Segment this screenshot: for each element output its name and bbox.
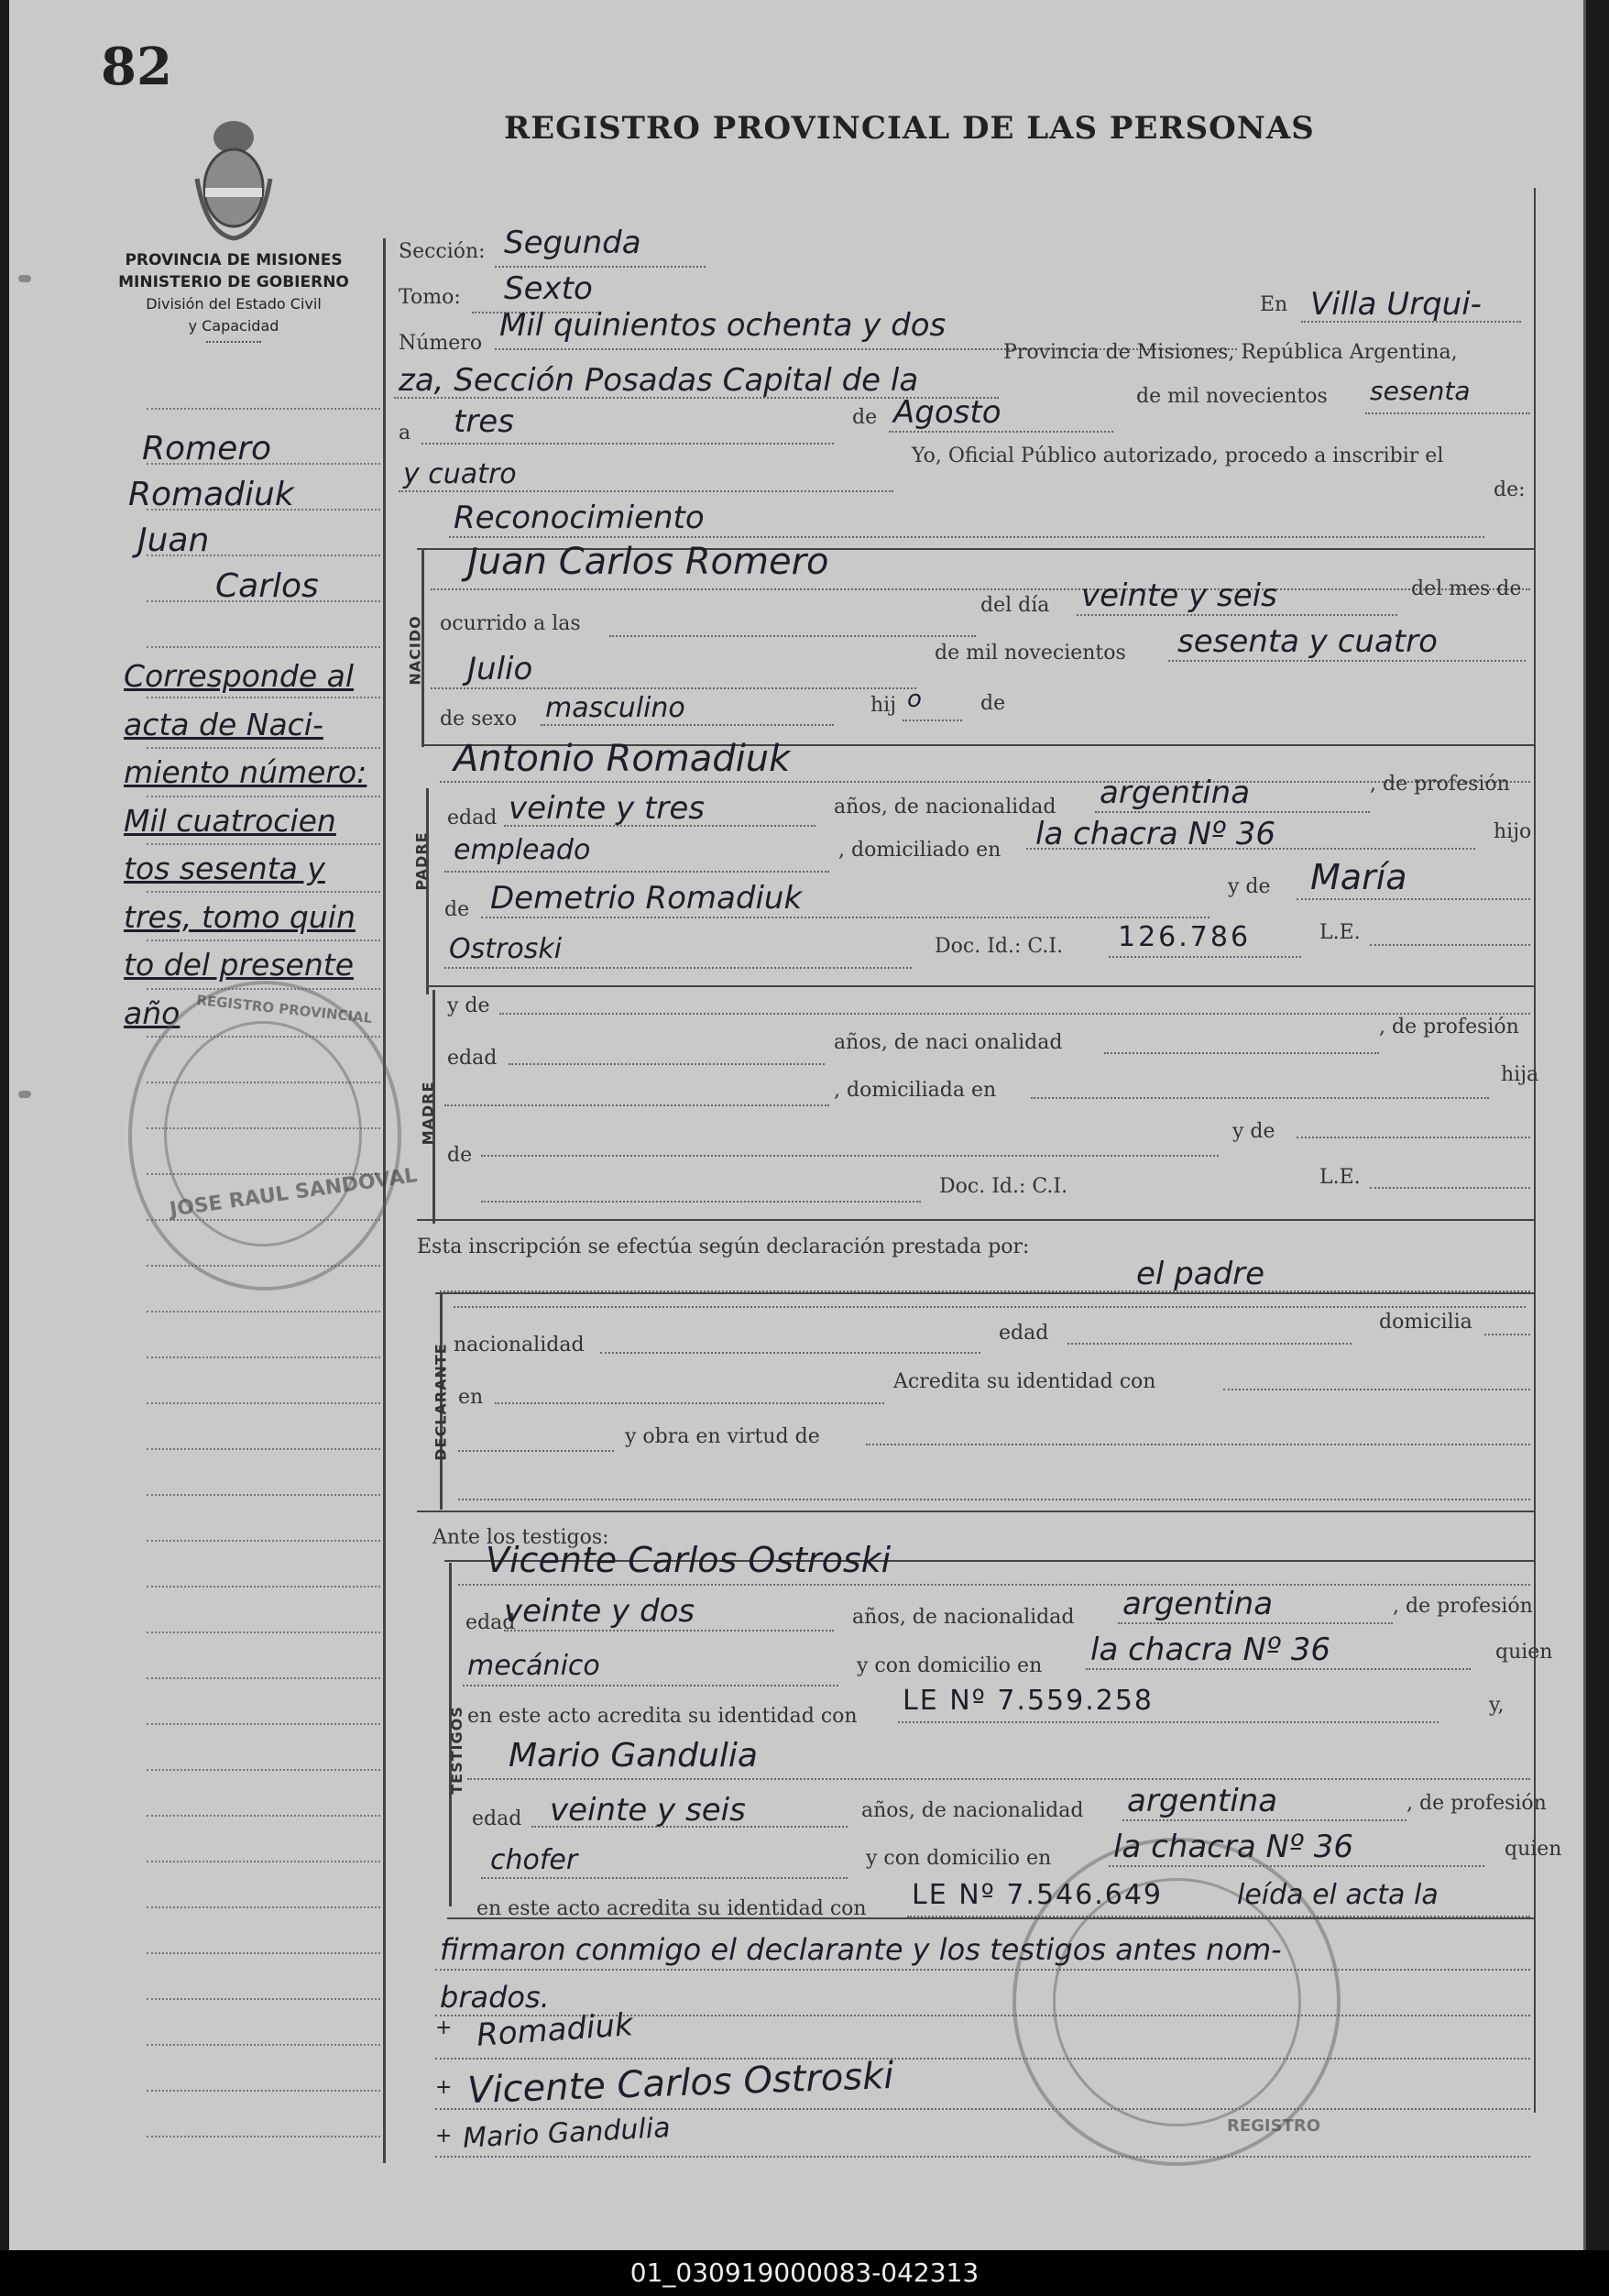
value-anio-nacimiento: sesenta y cuatro <box>1177 623 1438 660</box>
margin-surname-1: Romero <box>142 430 272 467</box>
margin-note-line: tres, tomo quin <box>124 898 356 935</box>
label-edad-padre: edad <box>447 807 498 829</box>
document-title: REGISTRO PROVINCIAL DE LAS PERSONAS <box>504 110 1315 147</box>
value-acto: Reconocimiento <box>454 500 705 536</box>
official-stamp-left <box>128 981 419 1291</box>
value-t1-edad: veinte y dos <box>504 1593 695 1630</box>
label-doc-id: Doc. Id.: C.I. <box>935 935 1064 958</box>
label-con-domicilio-t2: y con domicilio en <box>866 1847 1052 1870</box>
value-t2-edad: veinte y seis <box>550 1792 746 1829</box>
label-acredita-t2: en este acto acredita su identidad con <box>476 1897 867 1920</box>
value-t2-doc: LE Nº 7.546.649 <box>912 1879 1163 1911</box>
issuer-block <box>101 249 367 346</box>
label-y-de-2: y de <box>1232 1120 1275 1143</box>
label-en-declarante: en <box>458 1386 484 1409</box>
label-doc-id-madre: Doc. Id.: C.I. <box>939 1175 1068 1198</box>
label-a: a <box>399 422 411 445</box>
value-t1-prof: mecánico <box>467 1650 600 1682</box>
label-yo: Yo, Oficial Público autorizado, procedo a inscribir el <box>912 445 1444 467</box>
value-en: Villa Urqui- <box>1310 286 1482 323</box>
margin-annotation <box>124 653 367 1038</box>
label-ante-testigos: Ante los testigos: <box>432 1526 609 1549</box>
margin-note-line: Corresponde al <box>124 658 355 694</box>
signature-2: Vicente Carlos Ostroski <box>466 2054 895 2113</box>
value-cierre-3: brados. <box>440 1980 550 2015</box>
signature-3: Mario Gandulia <box>462 2112 672 2155</box>
division-name-2: y Capacidad <box>188 317 279 335</box>
value-abuela-apellido: Ostroski <box>449 933 563 965</box>
value-dom-padre: la chacra Nº 36 <box>1035 816 1276 852</box>
value-dia-acta: tres <box>454 403 514 440</box>
margin-note-line: to del presente <box>124 947 354 983</box>
binder-hole <box>18 275 31 282</box>
label-domicilia: domicilia <box>1379 1311 1472 1334</box>
label-provincia: Provincia de Misiones, República Argentina, <box>1003 341 1458 364</box>
margin-note-line: acta de Naci- <box>124 706 323 742</box>
binder-hole <box>18 1091 31 1098</box>
label-anos-nac-madre: años, de naci onalidad <box>834 1031 1063 1054</box>
value-mes-acta: Agosto <box>893 394 1002 431</box>
value-t1-dom: la chacra Nº 36 <box>1090 1631 1331 1668</box>
label-hijo: hijo <box>1494 820 1532 843</box>
label-de-mil: de mil novecientos <box>1136 385 1328 408</box>
side-label-nacido: NACIDO <box>406 615 424 686</box>
margin-given-name-2: Carlos <box>215 567 319 605</box>
margin-names <box>124 426 319 610</box>
label-anos-nac-t1: años, de nacionalidad <box>852 1606 1075 1629</box>
margin-given-name-1: Juan <box>137 522 210 559</box>
label-sexo: de sexo <box>440 708 518 731</box>
margin-note-line: año <box>124 994 181 1031</box>
right-border <box>1534 188 1536 2113</box>
value-cierre-1: leída el acta la <box>1237 1879 1439 1911</box>
label-domiciliada: , domiciliada en <box>834 1079 997 1102</box>
label-de-abuelo: de <box>444 898 470 921</box>
label-ocurrido: ocurrido a las <box>440 612 581 635</box>
label-inscripcion: Esta inscripción se efectúa según declaración prestada por: <box>417 1236 1030 1258</box>
label-edad-t2: edad <box>472 1807 522 1830</box>
value-anio-acta: sesenta <box>1370 376 1471 406</box>
label-anos-nac: años, de nacionalidad <box>834 796 1056 818</box>
side-label-madre: MADRE <box>419 1081 437 1146</box>
side-label-padre: PADRE <box>412 831 431 891</box>
certificate-page: 82 REGISTRO PROVINCIAL DE LAS PERSONAS PROVINCIA DE MISIONES MINISTERIO DE GOBIERNO División del Estado Civil y Capacidad Romero Romadiuk Juan Carlos Corresponde al acta de Naci- miento número: Mil cuatrocien tos sesenta y tres, tomo quin to del presente año JOSE RAUL SANDOVAL REGISTRO PROVINCIAL REGISTRO Sección: Segunda Tomo: Sexto Número Mil quinientos ochenta y dos En Villa Urqui- za, Sección Posadas Capital de la Provincia de Misiones, República Argentina, a tres de Agosto de mil novecientos sesenta y cuatro Yo, Oficial Público autorizado, procedo a inscribir el Reconocimiento de: NACIDO Juan Carlos Romero ocurrido a las del día veinte y seis del mes de Julio de mil novecientos sesenta y cuatro de sexo masculino hij o de PADRE Antonio Romadiuk edad veinte y tres años, de nacionalidad argentina , de profesión empleado , domiciliado en la chacra Nº 36 hijo de Demetrio Romadiuk y de María Ostroski Doc. Id.: C.I. 126.786 L.E. MADRE y de edad años, de naci onalidad , de profesión , domiciliada en hija de y de Doc. Id.: C.I. L.E. Esta inscripción se efectúa según declaración prestada por: el padre DECLARANTE nacionalidad edad domicilia en Acredita su identidad con y obra en virtud de Ante los testigos: TESTIGOS Vicente Carlos Ostroski edad veinte y dos años, de nacionalidad argentina , de profesión mecánico y con domicilio en la chacra Nº 36 quien en este acto acredita su identidad con LE Nº 7.559.258 y, Mario Gandulia edad veinte y seis años, de nacionalidad argentina , de profesión chofer y con domicilio en la chacra Nº 36 quien en este acto acredita su identidad con LE Nº 7.546.649 leída el acta la firmaron conmigo el declarante y los testigos antes nom- brados. + Romadiuk + Vicente Carlos Ostroski + Mario Gandulia <box>9 0 1586 2250</box>
division-name: División del Estado Civil <box>146 295 322 313</box>
label-nacionalidad: nacionalidad <box>454 1334 585 1357</box>
coat-of-arms-icon <box>192 115 275 243</box>
label-de-mes: de <box>852 406 878 429</box>
label-de-madre: de <box>447 1144 473 1167</box>
value-seccion: Segunda <box>504 225 641 261</box>
value-t1-doc: LE Nº 7.559.258 <box>903 1685 1154 1717</box>
label-le-madre: L.E. <box>1319 1166 1361 1189</box>
label-seccion: Sección: <box>399 240 486 263</box>
value-mes-nacimiento: Julio <box>467 651 533 687</box>
value-cierre-2: firmaron conmigo el declarante y los testigos antes nom- <box>440 1932 1282 1967</box>
label-en: En <box>1260 293 1288 316</box>
label-y-de-madre: y de <box>447 994 490 1017</box>
value-nac-padre: argentina <box>1100 774 1251 811</box>
label-del-dia: del día <box>980 594 1050 617</box>
label-acredita: Acredita su identidad con <box>893 1370 1156 1393</box>
value-testigo-2: Mario Gandulia <box>509 1737 758 1774</box>
value-padre: Antonio Romadiuk <box>454 738 791 780</box>
label-tomo: Tomo: <box>399 286 461 309</box>
value-abuelo: Demetrio Romadiuk <box>490 880 803 917</box>
margin-note-line: Mil cuatrocien <box>124 802 336 839</box>
stamp-ring-text: REGISTRO PROVINCIAL <box>195 991 374 1027</box>
stamp-signatory: JOSE RAUL SANDOVAL <box>168 1164 419 1222</box>
label-edad-madre: edad <box>447 1047 498 1070</box>
label-de-mil-2: de mil novecientos <box>935 642 1126 665</box>
value-ci: 126.786 <box>1118 921 1252 953</box>
label-profesion-t1: , de profesión <box>1393 1595 1533 1618</box>
value-tomo: Sexto <box>504 270 593 307</box>
value-t2-dom: la chacra Nº 36 <box>1113 1829 1354 1865</box>
value-edad-padre: veinte y tres <box>509 790 705 827</box>
value-nombre-nacido: Juan Carlos Romero <box>467 541 829 583</box>
ministry-name: MINISTERIO DE GOBIERNO <box>118 273 349 291</box>
margin-surname-2: Romadiuk <box>128 476 294 513</box>
section-rule <box>426 985 1535 987</box>
label-numero: Número <box>399 332 483 355</box>
value-declarante: el padre <box>1136 1256 1265 1292</box>
label-con-domicilio-t1: y con domicilio en <box>857 1654 1043 1677</box>
label-hij: hij <box>870 694 897 717</box>
label-domiciliado: , domiciliado en <box>838 839 1002 862</box>
label-hija: hija <box>1501 1063 1539 1086</box>
label-profesion-madre: , de profesión <box>1379 1016 1519 1038</box>
label-de: de <box>980 692 1006 715</box>
province-name: PROVINCIA DE MISIONES <box>125 251 343 269</box>
value-hij-suffix: o <box>907 686 922 713</box>
page-number: 82 <box>101 37 172 97</box>
side-label-declarante: DECLARANTE <box>432 1343 450 1461</box>
value-sexo: masculino <box>545 692 685 724</box>
label-edad-t1: edad <box>465 1611 516 1634</box>
label-obra: y obra en virtud de <box>625 1425 820 1448</box>
value-prof-padre: empleado <box>454 834 591 866</box>
side-label-testigos: TESTIGOS <box>447 1706 465 1795</box>
label-edad-declarante: edad <box>999 1322 1049 1345</box>
label-quien-t2: quien <box>1505 1838 1562 1861</box>
label-quien-t1: quien <box>1495 1641 1553 1664</box>
value-testigo-1: Vicente Carlos Ostroski <box>486 1540 892 1580</box>
label-profesion-t2: , de profesión <box>1407 1792 1547 1815</box>
stamp-ring-text: REGISTRO <box>1227 2116 1321 2136</box>
label-del-mes: del mes de <box>1411 577 1522 600</box>
label-anos-nac-t2: años, de nacionalidad <box>861 1799 1084 1822</box>
label-le: L.E. <box>1319 921 1361 944</box>
value-anio-acta-2: y cuatro <box>403 458 517 490</box>
margin-note-line: miento número: <box>124 754 367 790</box>
signature-1: Romadiuk <box>475 2006 634 2054</box>
section-rule <box>435 1292 1535 1294</box>
label-profesion: , de profesión <box>1370 773 1510 796</box>
value-t2-nac: argentina <box>1127 1783 1278 1819</box>
value-numero: Mil quinientos ochenta y dos <box>499 307 947 344</box>
value-abuela: María <box>1310 857 1407 897</box>
value-t1-nac: argentina <box>1122 1586 1274 1622</box>
label-acredita-t1: en este acto acredita su identidad con <box>467 1705 858 1728</box>
value-t2-prof: chofer <box>490 1844 578 1876</box>
label-y-de: y de <box>1228 875 1271 898</box>
label-de-colon: de: <box>1494 478 1526 501</box>
label-y-comma: y, <box>1489 1694 1505 1717</box>
value-lugar: za, Sección Posadas Capital de la <box>399 362 919 399</box>
margin-note-line: tos sesenta y <box>124 851 325 886</box>
value-dia-nacimiento: veinte y seis <box>1081 577 1277 614</box>
image-filename: 01_030919000083-042313 <box>0 2250 1609 2296</box>
